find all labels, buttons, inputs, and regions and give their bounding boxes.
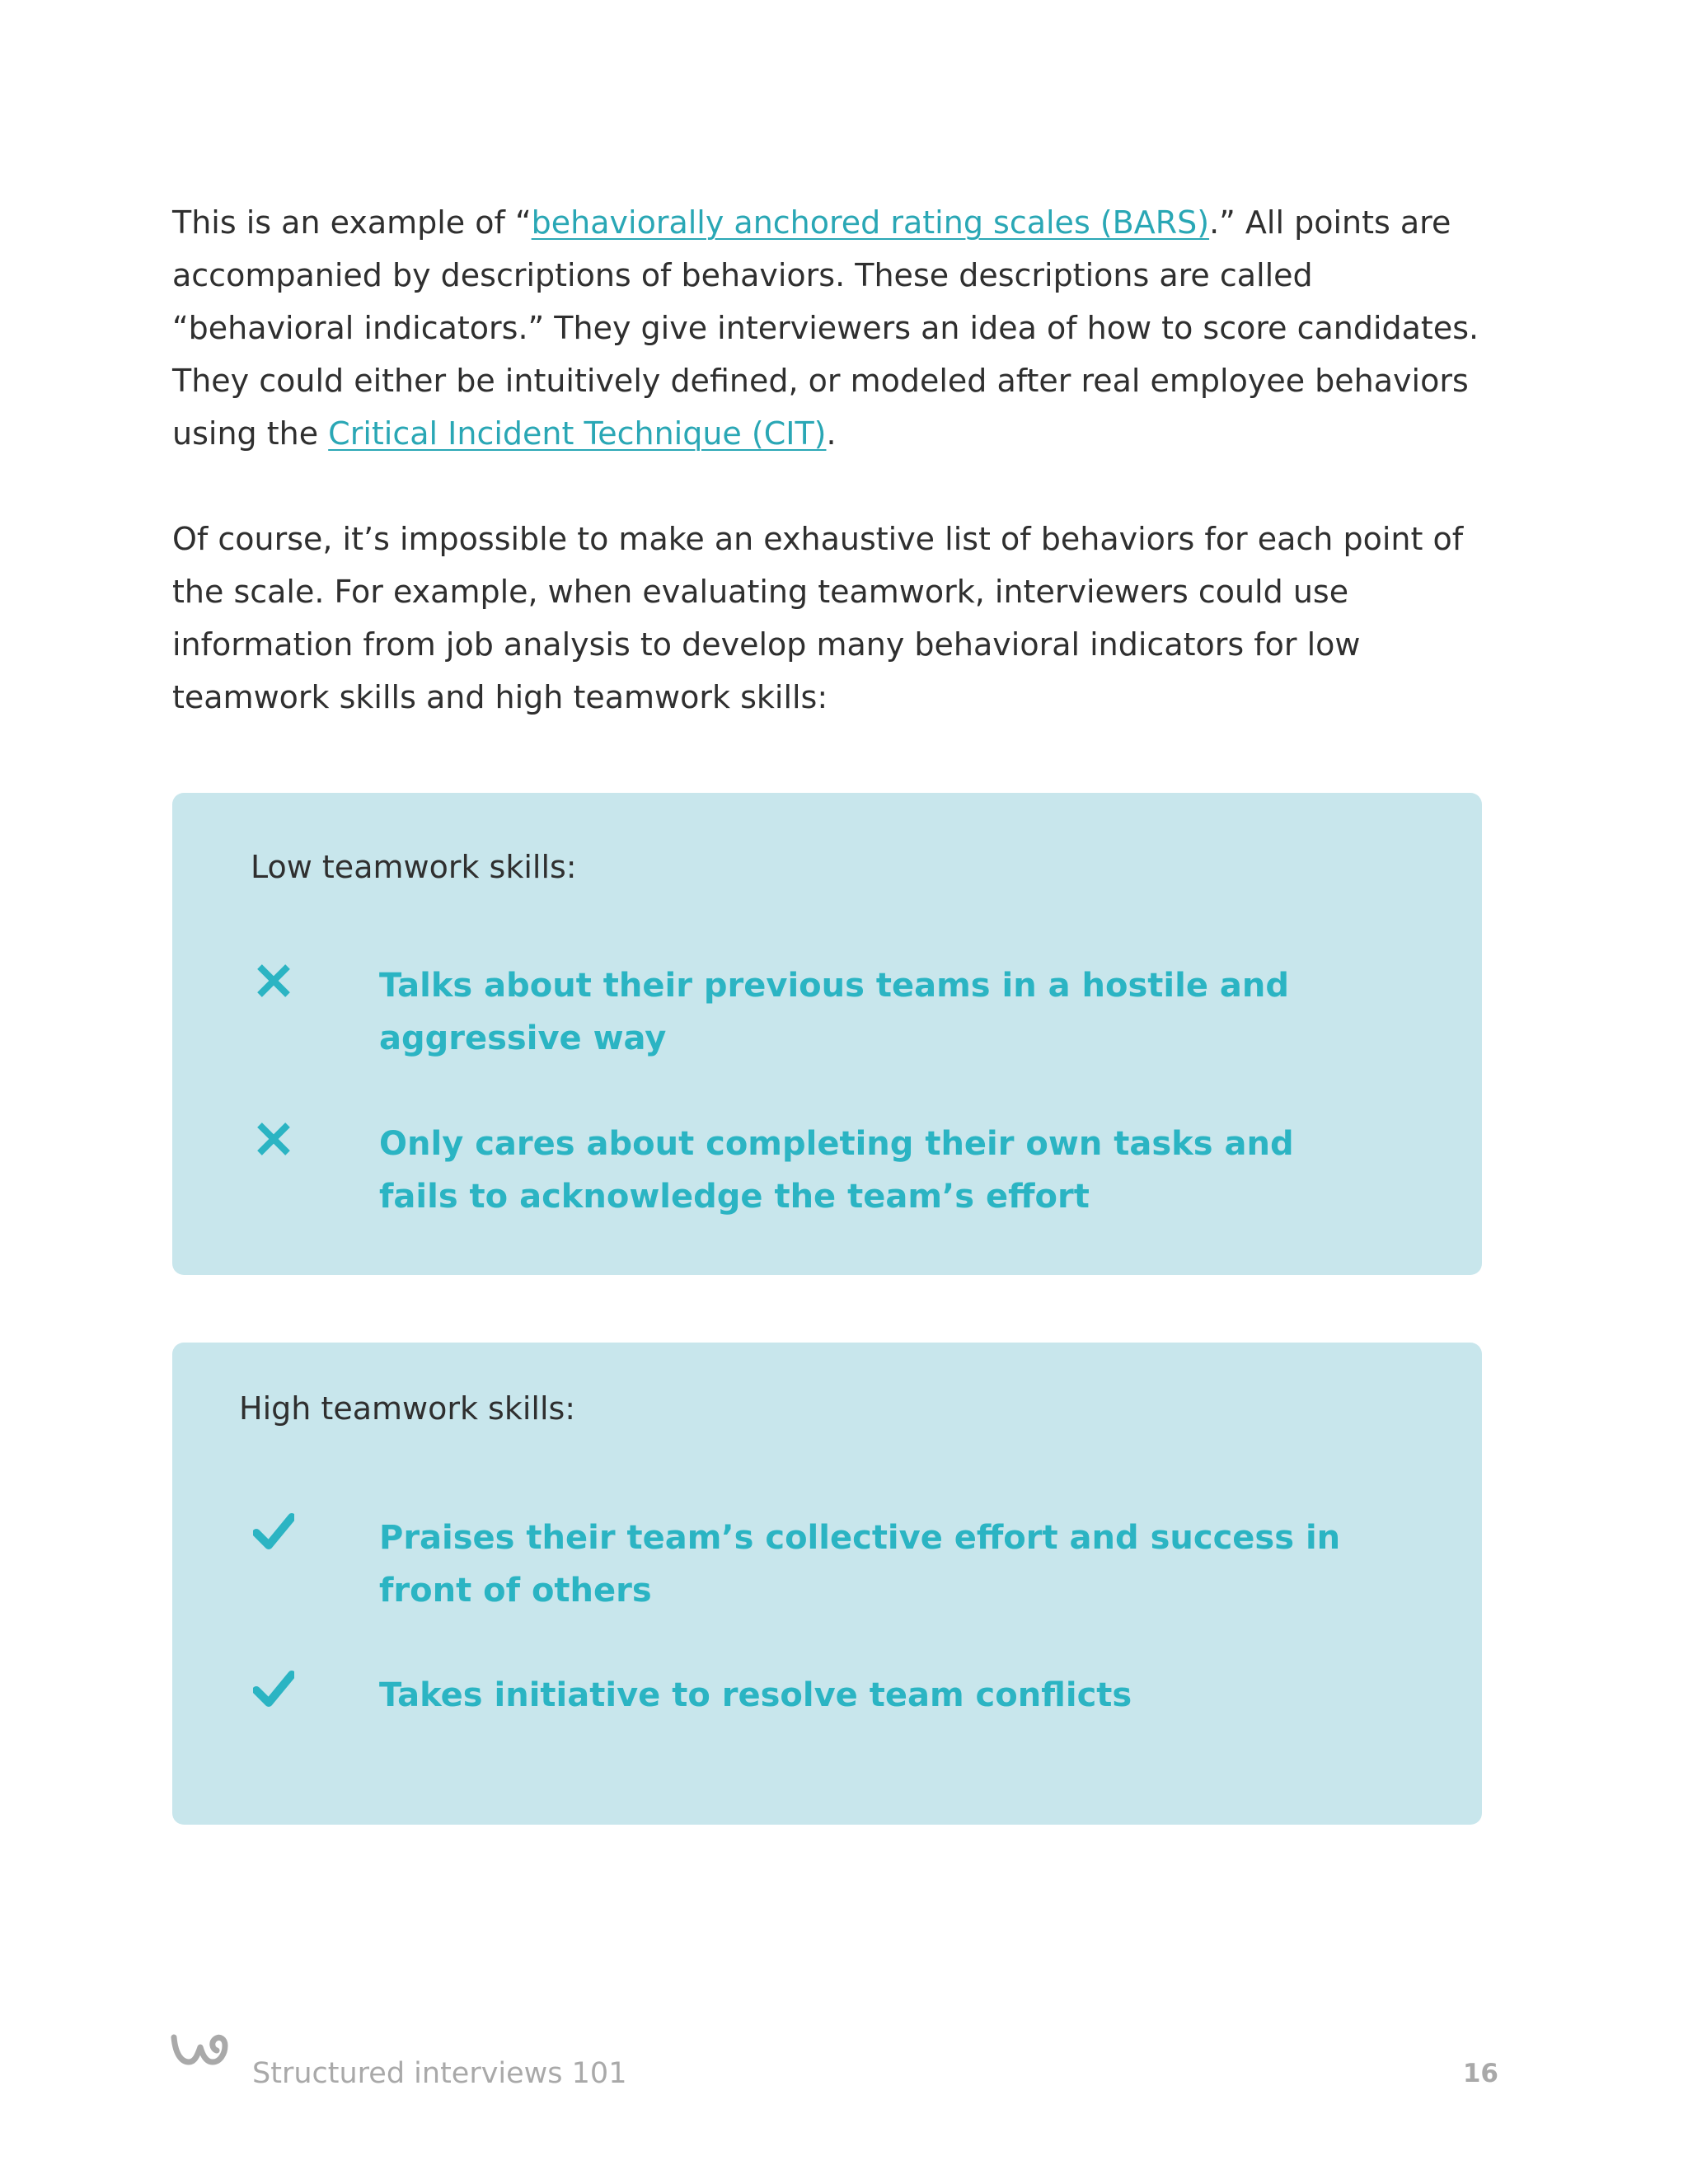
high-teamwork-item: Praises their team’s collective effort and success in front of others xyxy=(379,1519,1341,1610)
workable-logo-icon xyxy=(171,2031,230,2069)
footer-title: Structured interviews 101 xyxy=(252,2057,627,2090)
bars-link[interactable]: behaviorally anchored rating scales (BARS) xyxy=(531,204,1210,241)
checkmark-icon xyxy=(253,1668,294,1709)
intro-text xyxy=(172,196,1491,724)
cross-icon xyxy=(253,960,294,1001)
paragraph-text: .” All points are accompanied by descriptions of behaviors. These descriptions are called “behavioral indicators.” They give interviewers an idea of how to score candidates. They could either be intuitively defined, or modeled after real employee behaviors using the xyxy=(172,204,1479,452)
high-teamwork-heading: High teamwork skills: xyxy=(239,1390,576,1427)
cross-icon xyxy=(253,1118,294,1160)
paragraph-text: This is an example of “ xyxy=(172,204,532,241)
low-teamwork-item: Only cares about completing their own tasks and fails to acknowledge the team’s effort xyxy=(379,1125,1294,1216)
low-teamwork-heading: Low teamwork skills: xyxy=(251,849,577,885)
checkmark-icon xyxy=(253,1511,294,1552)
cit-link[interactable]: Critical Incident Technique (CIT) xyxy=(328,415,827,452)
low-teamwork-card xyxy=(172,793,1482,1275)
page-number: 16 xyxy=(1462,2059,1498,2088)
low-teamwork-item: Talks about their previous teams in a hostile and aggressive way xyxy=(379,967,1290,1057)
intro-paragraph-1 xyxy=(172,196,1491,460)
high-teamwork-card xyxy=(172,1343,1482,1825)
paragraph-text: . xyxy=(826,415,837,452)
intro-paragraph-2: Of course, it’s impossible to make an exhaustive list of behaviors for each point of the scale. For example, when evaluating teamwork, interviewers could use information from job analysis to develop many behavioral indicators for low teamwork skills and high teamwork skills: xyxy=(172,521,1464,715)
high-teamwork-item: Takes initiative to resolve team conflicts xyxy=(379,1676,1132,1714)
